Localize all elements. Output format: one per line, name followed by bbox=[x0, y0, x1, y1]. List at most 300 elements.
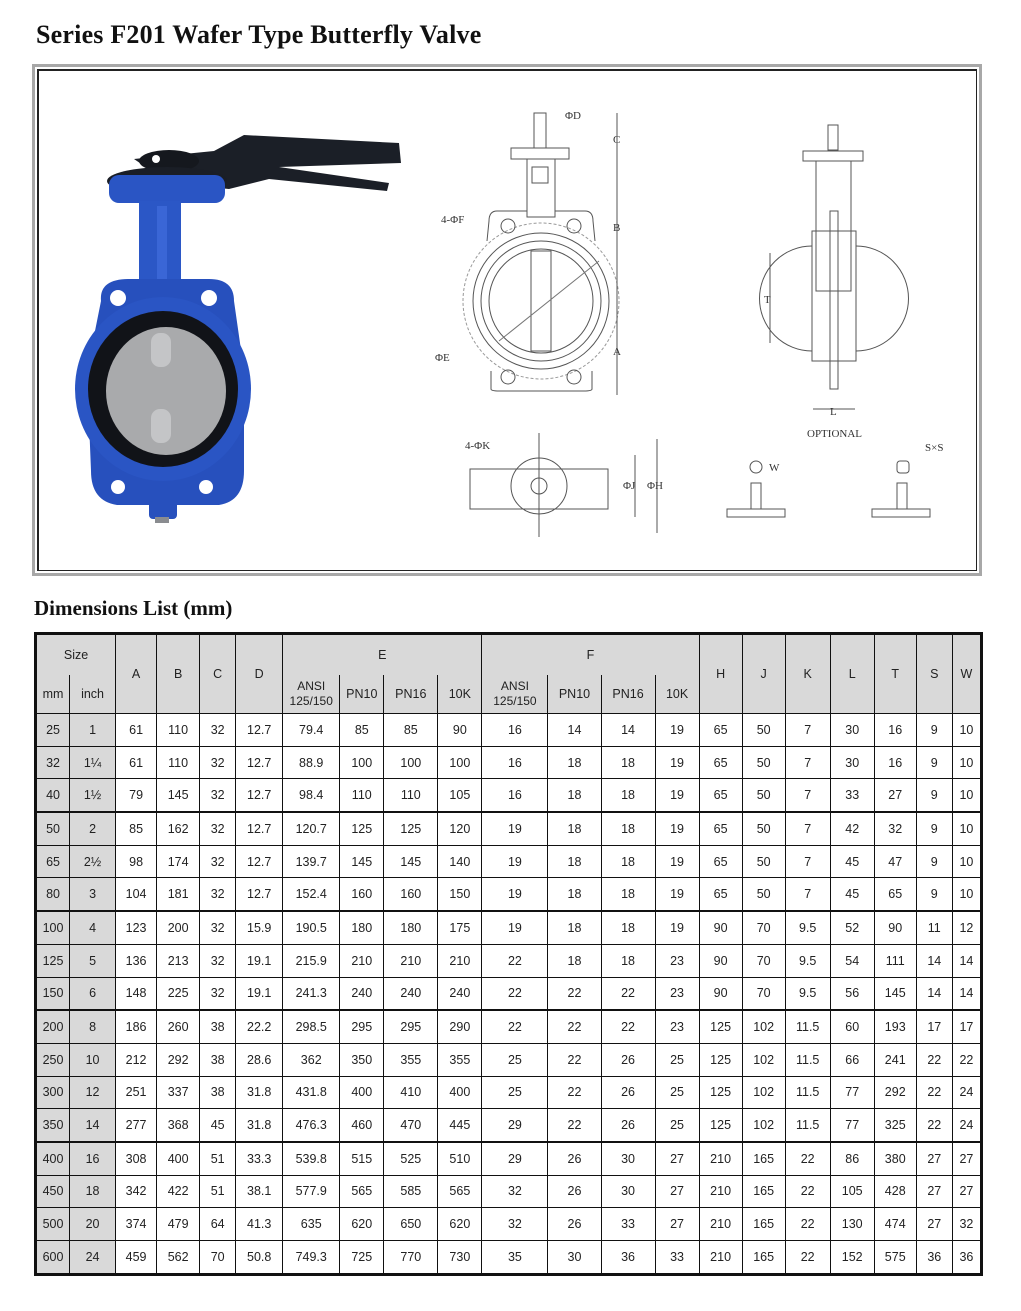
header-t: T bbox=[874, 634, 916, 714]
cell-inch: 1½ bbox=[70, 779, 116, 812]
cell-inch: 18 bbox=[70, 1175, 116, 1208]
cell-mm: 40 bbox=[36, 779, 70, 812]
cell-c: 32 bbox=[200, 714, 236, 747]
cell-mm: 150 bbox=[36, 977, 70, 1010]
cell-h: 210 bbox=[699, 1175, 742, 1208]
cell-t: 27 bbox=[874, 779, 916, 812]
cell-s: 27 bbox=[916, 1208, 952, 1241]
cell-f-pn16: 18 bbox=[601, 779, 655, 812]
cell-inch: 20 bbox=[70, 1208, 116, 1241]
header-size: Size bbox=[36, 634, 116, 676]
cell-mm: 25 bbox=[36, 714, 70, 747]
cell-t: 474 bbox=[874, 1208, 916, 1241]
cell-mm: 65 bbox=[36, 845, 70, 878]
cell-a: 148 bbox=[116, 977, 157, 1010]
table-row bbox=[36, 1241, 982, 1275]
cell-mm: 600 bbox=[36, 1241, 70, 1275]
cell-d: 19.1 bbox=[236, 944, 283, 977]
cell-f-10k: 25 bbox=[655, 1109, 699, 1142]
header-w: W bbox=[952, 634, 981, 714]
cell-f-pn10: 26 bbox=[548, 1208, 601, 1241]
cell-a: 308 bbox=[116, 1142, 157, 1175]
cell-j: 50 bbox=[742, 746, 785, 779]
cell-d: 12.7 bbox=[236, 878, 283, 911]
cell-w: 10 bbox=[952, 779, 981, 812]
cell-f-pn16: 26 bbox=[601, 1043, 655, 1076]
cell-f-pn10: 26 bbox=[548, 1175, 601, 1208]
cell-e-ansi: 152.4 bbox=[283, 878, 340, 911]
cell-e-pn10: 620 bbox=[340, 1208, 384, 1241]
cell-mm: 400 bbox=[36, 1142, 70, 1175]
cell-s: 27 bbox=[916, 1142, 952, 1175]
cell-c: 51 bbox=[200, 1142, 236, 1175]
cell-c: 32 bbox=[200, 977, 236, 1010]
cell-inch: 2½ bbox=[70, 845, 116, 878]
cell-d: 50.8 bbox=[236, 1241, 283, 1275]
cell-f-pn10: 22 bbox=[548, 1010, 601, 1043]
cell-b: 562 bbox=[157, 1241, 200, 1275]
cell-inch: 5 bbox=[70, 944, 116, 977]
cell-a: 123 bbox=[116, 911, 157, 944]
table-row bbox=[36, 746, 982, 779]
cell-b: 422 bbox=[157, 1175, 200, 1208]
cell-f-pn16: 18 bbox=[601, 746, 655, 779]
cell-s: 17 bbox=[916, 1010, 952, 1043]
table-row bbox=[36, 845, 982, 878]
svg-text:ΦH: ΦH bbox=[647, 480, 663, 492]
cell-h: 210 bbox=[699, 1142, 742, 1175]
cell-f-10k: 19 bbox=[655, 746, 699, 779]
cell-f-10k: 27 bbox=[655, 1208, 699, 1241]
cell-h: 65 bbox=[699, 812, 742, 845]
cell-l: 45 bbox=[830, 878, 874, 911]
cell-c: 70 bbox=[200, 1241, 236, 1275]
cell-f-pn10: 18 bbox=[548, 779, 601, 812]
cell-e-pn16: 210 bbox=[384, 944, 438, 977]
cell-mm: 32 bbox=[36, 746, 70, 779]
cell-e-ansi: 190.5 bbox=[283, 911, 340, 944]
svg-text:ΦE: ΦE bbox=[435, 352, 450, 364]
cell-e-10k: 400 bbox=[438, 1076, 482, 1109]
cell-f-pn10: 18 bbox=[548, 911, 601, 944]
cell-j: 50 bbox=[742, 779, 785, 812]
cell-h: 125 bbox=[699, 1010, 742, 1043]
cell-b: 260 bbox=[157, 1010, 200, 1043]
cell-e-pn16: 770 bbox=[384, 1241, 438, 1275]
cell-mm: 250 bbox=[36, 1043, 70, 1076]
cell-w: 10 bbox=[952, 812, 981, 845]
svg-text:B: B bbox=[613, 222, 621, 234]
cell-s: 11 bbox=[916, 911, 952, 944]
cell-h: 210 bbox=[699, 1241, 742, 1275]
cell-l: 130 bbox=[830, 1208, 874, 1241]
cell-d: 12.7 bbox=[236, 779, 283, 812]
cell-e-pn10: 565 bbox=[340, 1175, 384, 1208]
cell-a: 277 bbox=[116, 1109, 157, 1142]
cell-w: 14 bbox=[952, 977, 981, 1010]
header-e-10k: 10K bbox=[438, 675, 482, 714]
cell-l: 30 bbox=[830, 746, 874, 779]
cell-a: 212 bbox=[116, 1043, 157, 1076]
cell-f-10k: 25 bbox=[655, 1076, 699, 1109]
cell-t: 325 bbox=[874, 1109, 916, 1142]
svg-text:L: L bbox=[830, 406, 837, 418]
cell-e-ansi: 362 bbox=[283, 1043, 340, 1076]
cell-f-ansi: 25 bbox=[482, 1043, 548, 1076]
cell-f-pn10: 14 bbox=[548, 714, 601, 747]
header-f-ansi-line1: ANSI bbox=[500, 679, 529, 693]
cell-k: 7 bbox=[785, 812, 830, 845]
cell-f-pn16: 33 bbox=[601, 1208, 655, 1241]
cell-inch: 12 bbox=[70, 1076, 116, 1109]
cell-a: 374 bbox=[116, 1208, 157, 1241]
cell-w: 24 bbox=[952, 1076, 981, 1109]
cell-f-ansi: 35 bbox=[482, 1241, 548, 1275]
cell-b: 145 bbox=[157, 779, 200, 812]
cell-e-pn16: 145 bbox=[384, 845, 438, 878]
cell-k: 22 bbox=[785, 1241, 830, 1275]
cell-s: 22 bbox=[916, 1109, 952, 1142]
cell-f-pn10: 22 bbox=[548, 1109, 601, 1142]
cell-e-ansi: 539.8 bbox=[283, 1142, 340, 1175]
cell-c: 38 bbox=[200, 1076, 236, 1109]
cell-s: 14 bbox=[916, 944, 952, 977]
stem-options-drawing bbox=[727, 461, 930, 517]
cell-e-10k: 240 bbox=[438, 977, 482, 1010]
cell-t: 575 bbox=[874, 1241, 916, 1275]
cell-f-ansi: 29 bbox=[482, 1142, 548, 1175]
cell-b: 213 bbox=[157, 944, 200, 977]
cell-inch: 24 bbox=[70, 1241, 116, 1275]
cell-mm: 50 bbox=[36, 812, 70, 845]
cell-f-10k: 25 bbox=[655, 1043, 699, 1076]
cell-e-pn16: 410 bbox=[384, 1076, 438, 1109]
cell-e-pn10: 240 bbox=[340, 977, 384, 1010]
cell-b: 337 bbox=[157, 1076, 200, 1109]
cell-b: 162 bbox=[157, 812, 200, 845]
cell-e-pn10: 125 bbox=[340, 812, 384, 845]
cell-t: 380 bbox=[874, 1142, 916, 1175]
cell-a: 136 bbox=[116, 944, 157, 977]
header-j: J bbox=[742, 634, 785, 714]
cell-j: 165 bbox=[742, 1142, 785, 1175]
header-k: K bbox=[785, 634, 830, 714]
cell-t: 428 bbox=[874, 1175, 916, 1208]
cell-e-10k: 140 bbox=[438, 845, 482, 878]
cell-e-pn16: 525 bbox=[384, 1142, 438, 1175]
cell-j: 102 bbox=[742, 1010, 785, 1043]
cell-f-pn10: 18 bbox=[548, 845, 601, 878]
header-f-pn10: PN10 bbox=[548, 675, 601, 714]
header-e-ansi bbox=[283, 675, 340, 714]
cell-c: 32 bbox=[200, 944, 236, 977]
cell-j: 50 bbox=[742, 878, 785, 911]
cell-e-ansi: 749.3 bbox=[283, 1241, 340, 1275]
cell-e-pn10: 515 bbox=[340, 1142, 384, 1175]
cell-f-pn16: 26 bbox=[601, 1076, 655, 1109]
cell-j: 70 bbox=[742, 977, 785, 1010]
cell-a: 61 bbox=[116, 746, 157, 779]
cell-e-pn16: 240 bbox=[384, 977, 438, 1010]
svg-text:4-ΦF: 4-ΦF bbox=[441, 214, 465, 226]
cell-e-10k: 620 bbox=[438, 1208, 482, 1241]
cell-h: 65 bbox=[699, 845, 742, 878]
cell-f-10k: 27 bbox=[655, 1175, 699, 1208]
table-row bbox=[36, 1142, 982, 1175]
cell-k: 9.5 bbox=[785, 944, 830, 977]
cell-h: 90 bbox=[699, 944, 742, 977]
cell-f-pn16: 14 bbox=[601, 714, 655, 747]
cell-e-pn16: 100 bbox=[384, 746, 438, 779]
header-f-ansi-line2: 125/150 bbox=[493, 694, 537, 708]
cell-l: 60 bbox=[830, 1010, 874, 1043]
cell-f-ansi: 22 bbox=[482, 977, 548, 1010]
cell-k: 9.5 bbox=[785, 911, 830, 944]
cell-b: 225 bbox=[157, 977, 200, 1010]
cell-f-pn16: 18 bbox=[601, 845, 655, 878]
svg-text:OPTIONAL: OPTIONAL bbox=[807, 428, 862, 440]
cell-l: 33 bbox=[830, 779, 874, 812]
cell-mm: 350 bbox=[36, 1109, 70, 1142]
cell-s: 9 bbox=[916, 878, 952, 911]
cell-e-ansi: 215.9 bbox=[283, 944, 340, 977]
svg-text:4-ΦK: 4-ΦK bbox=[465, 440, 491, 452]
cell-f-ansi: 19 bbox=[482, 812, 548, 845]
cell-a: 251 bbox=[116, 1076, 157, 1109]
table-row bbox=[36, 1010, 982, 1043]
cell-a: 186 bbox=[116, 1010, 157, 1043]
cell-inch: 2 bbox=[70, 812, 116, 845]
cell-f-pn10: 18 bbox=[548, 746, 601, 779]
header-f: F bbox=[482, 634, 699, 676]
cell-k: 22 bbox=[785, 1208, 830, 1241]
cell-inch: 8 bbox=[70, 1010, 116, 1043]
cell-e-pn16: 295 bbox=[384, 1010, 438, 1043]
cell-w: 10 bbox=[952, 878, 981, 911]
cell-d: 15.9 bbox=[236, 911, 283, 944]
cell-f-pn16: 18 bbox=[601, 911, 655, 944]
cell-e-10k: 210 bbox=[438, 944, 482, 977]
cell-f-pn10: 22 bbox=[548, 1043, 601, 1076]
header-e-ansi-line1: ANSI bbox=[297, 679, 326, 693]
cell-l: 54 bbox=[830, 944, 874, 977]
cell-e-ansi: 88.9 bbox=[283, 746, 340, 779]
cell-f-10k: 23 bbox=[655, 944, 699, 977]
cell-e-pn10: 85 bbox=[340, 714, 384, 747]
cell-e-ansi: 635 bbox=[283, 1208, 340, 1241]
table-body bbox=[36, 714, 982, 1275]
cell-f-pn10: 22 bbox=[548, 1076, 601, 1109]
figure-panel bbox=[37, 69, 977, 571]
product-figure bbox=[32, 64, 982, 576]
cell-d: 31.8 bbox=[236, 1076, 283, 1109]
side-view-labels bbox=[764, 294, 862, 440]
cell-e-pn16: 355 bbox=[384, 1043, 438, 1076]
cell-f-pn10: 18 bbox=[548, 812, 601, 845]
table-header bbox=[36, 634, 982, 714]
cell-t: 47 bbox=[874, 845, 916, 878]
cell-b: 174 bbox=[157, 845, 200, 878]
cell-e-pn10: 725 bbox=[340, 1241, 384, 1275]
cell-w: 22 bbox=[952, 1043, 981, 1076]
cell-c: 32 bbox=[200, 878, 236, 911]
cell-t: 65 bbox=[874, 878, 916, 911]
cell-t: 145 bbox=[874, 977, 916, 1010]
cell-t: 16 bbox=[874, 746, 916, 779]
cell-t: 90 bbox=[874, 911, 916, 944]
cell-f-ansi: 25 bbox=[482, 1076, 548, 1109]
cell-j: 102 bbox=[742, 1076, 785, 1109]
cell-e-pn10: 145 bbox=[340, 845, 384, 878]
cell-d: 33.3 bbox=[236, 1142, 283, 1175]
table-row bbox=[36, 977, 982, 1010]
cell-e-ansi: 476.3 bbox=[283, 1109, 340, 1142]
cell-j: 50 bbox=[742, 714, 785, 747]
cell-e-10k: 290 bbox=[438, 1010, 482, 1043]
cell-h: 90 bbox=[699, 911, 742, 944]
svg-text:ΦD: ΦD bbox=[565, 110, 581, 122]
cell-f-ansi: 32 bbox=[482, 1175, 548, 1208]
cell-h: 65 bbox=[699, 714, 742, 747]
cell-a: 61 bbox=[116, 714, 157, 747]
cell-e-10k: 100 bbox=[438, 746, 482, 779]
cell-mm: 500 bbox=[36, 1208, 70, 1241]
cell-e-ansi: 431.8 bbox=[283, 1076, 340, 1109]
cell-f-10k: 19 bbox=[655, 812, 699, 845]
cell-f-10k: 19 bbox=[655, 845, 699, 878]
cell-f-pn16: 22 bbox=[601, 977, 655, 1010]
cell-e-ansi: 98.4 bbox=[283, 779, 340, 812]
cell-inch: 3 bbox=[70, 878, 116, 911]
cell-f-pn16: 18 bbox=[601, 944, 655, 977]
cell-f-10k: 19 bbox=[655, 714, 699, 747]
cell-t: 32 bbox=[874, 812, 916, 845]
header-c: C bbox=[200, 634, 236, 714]
cell-w: 36 bbox=[952, 1241, 981, 1275]
cell-s: 9 bbox=[916, 845, 952, 878]
cell-t: 241 bbox=[874, 1043, 916, 1076]
table-row bbox=[36, 878, 982, 911]
cell-d: 38.1 bbox=[236, 1175, 283, 1208]
cell-s: 36 bbox=[916, 1241, 952, 1275]
header-h: H bbox=[699, 634, 742, 714]
cell-t: 16 bbox=[874, 714, 916, 747]
table-row bbox=[36, 812, 982, 845]
cell-e-ansi: 139.7 bbox=[283, 845, 340, 878]
cell-h: 125 bbox=[699, 1109, 742, 1142]
cell-d: 12.7 bbox=[236, 845, 283, 878]
cell-e-pn10: 180 bbox=[340, 911, 384, 944]
cell-a: 342 bbox=[116, 1175, 157, 1208]
cell-h: 65 bbox=[699, 746, 742, 779]
table-row bbox=[36, 1043, 982, 1076]
cell-b: 181 bbox=[157, 878, 200, 911]
cell-inch: 16 bbox=[70, 1142, 116, 1175]
cell-l: 77 bbox=[830, 1076, 874, 1109]
cell-s: 22 bbox=[916, 1043, 952, 1076]
cell-w: 10 bbox=[952, 845, 981, 878]
cell-a: 104 bbox=[116, 878, 157, 911]
cell-e-ansi: 120.7 bbox=[283, 812, 340, 845]
cell-c: 32 bbox=[200, 845, 236, 878]
cell-w: 10 bbox=[952, 746, 981, 779]
cell-c: 64 bbox=[200, 1208, 236, 1241]
cell-l: 86 bbox=[830, 1142, 874, 1175]
cell-h: 65 bbox=[699, 779, 742, 812]
cell-e-10k: 150 bbox=[438, 878, 482, 911]
cell-w: 24 bbox=[952, 1109, 981, 1142]
cell-j: 165 bbox=[742, 1241, 785, 1275]
cell-k: 11.5 bbox=[785, 1043, 830, 1076]
svg-text:W: W bbox=[769, 462, 780, 474]
top-view-labels bbox=[465, 440, 663, 492]
cell-e-pn10: 460 bbox=[340, 1109, 384, 1142]
cell-j: 102 bbox=[742, 1109, 785, 1142]
cell-l: 56 bbox=[830, 977, 874, 1010]
cell-f-ansi: 19 bbox=[482, 911, 548, 944]
cell-l: 52 bbox=[830, 911, 874, 944]
cell-e-pn10: 295 bbox=[340, 1010, 384, 1043]
cell-e-pn16: 85 bbox=[384, 714, 438, 747]
cell-j: 165 bbox=[742, 1175, 785, 1208]
cell-f-ansi: 29 bbox=[482, 1109, 548, 1142]
header-e-pn10: PN10 bbox=[340, 675, 384, 714]
header-f-10k: 10K bbox=[655, 675, 699, 714]
cell-e-pn16: 470 bbox=[384, 1109, 438, 1142]
header-e-pn16: PN16 bbox=[384, 675, 438, 714]
cell-inch: 1¼ bbox=[70, 746, 116, 779]
cell-b: 110 bbox=[157, 714, 200, 747]
cell-f-10k: 33 bbox=[655, 1241, 699, 1275]
cell-e-pn10: 110 bbox=[340, 779, 384, 812]
front-view-drawing bbox=[463, 113, 619, 395]
table-row bbox=[36, 1076, 982, 1109]
cell-s: 27 bbox=[916, 1175, 952, 1208]
cell-w: 17 bbox=[952, 1010, 981, 1043]
header-e: E bbox=[283, 634, 482, 676]
cell-e-pn16: 650 bbox=[384, 1208, 438, 1241]
cell-b: 479 bbox=[157, 1208, 200, 1241]
cell-l: 30 bbox=[830, 714, 874, 747]
cell-j: 102 bbox=[742, 1043, 785, 1076]
cell-f-pn16: 30 bbox=[601, 1175, 655, 1208]
cell-f-10k: 27 bbox=[655, 1142, 699, 1175]
cell-c: 32 bbox=[200, 746, 236, 779]
cell-h: 125 bbox=[699, 1076, 742, 1109]
cell-c: 32 bbox=[200, 812, 236, 845]
cell-f-10k: 23 bbox=[655, 977, 699, 1010]
cell-f-ansi: 16 bbox=[482, 714, 548, 747]
cell-f-ansi: 19 bbox=[482, 878, 548, 911]
cell-c: 51 bbox=[200, 1175, 236, 1208]
header-e-ansi-line2: 125/150 bbox=[289, 694, 333, 708]
cell-e-10k: 120 bbox=[438, 812, 482, 845]
cell-mm: 450 bbox=[36, 1175, 70, 1208]
cell-l: 152 bbox=[830, 1241, 874, 1275]
cell-a: 459 bbox=[116, 1241, 157, 1275]
cell-k: 7 bbox=[785, 714, 830, 747]
header-inch: inch bbox=[70, 675, 116, 714]
cell-inch: 1 bbox=[70, 714, 116, 747]
cell-e-10k: 445 bbox=[438, 1109, 482, 1142]
cell-f-pn10: 18 bbox=[548, 878, 601, 911]
cell-d: 22.2 bbox=[236, 1010, 283, 1043]
cell-f-10k: 19 bbox=[655, 911, 699, 944]
cell-c: 32 bbox=[200, 779, 236, 812]
cell-k: 11.5 bbox=[785, 1010, 830, 1043]
table-row bbox=[36, 1109, 982, 1142]
cell-mm: 125 bbox=[36, 944, 70, 977]
